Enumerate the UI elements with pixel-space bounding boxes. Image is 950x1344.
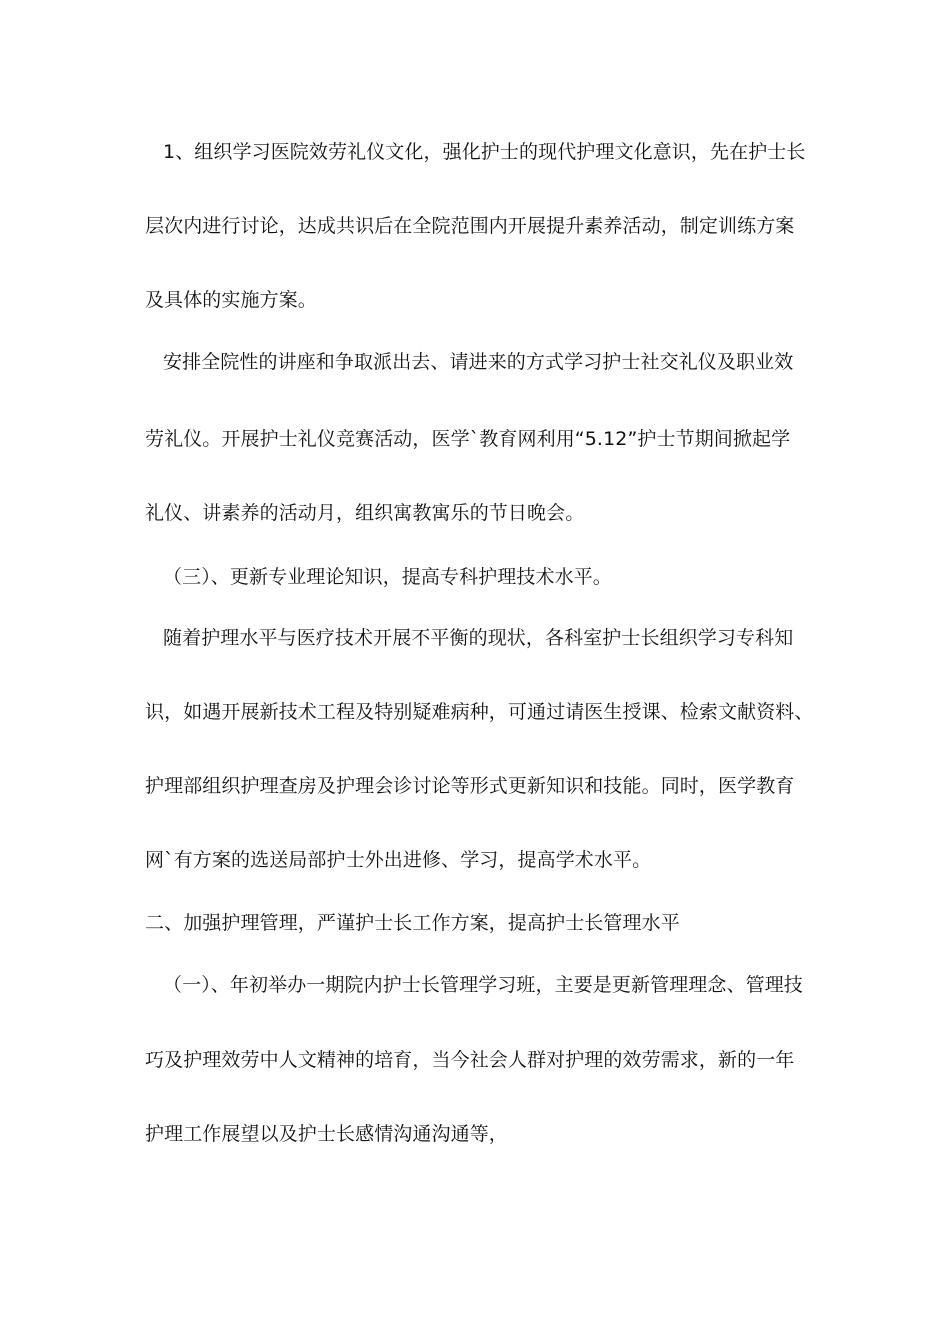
section-heading-3: （三）、更新专业理论知识，提高专科护理技术水平。: [163, 566, 612, 588]
paragraph-4-line-3: 护理工作展望以及护士长感情沟通沟通等，: [145, 1123, 508, 1145]
section-heading-2: 二、加强护理管理，严谨护士长工作方案，提高护士长管理水平: [145, 912, 680, 934]
paragraph-3-line-4: 网`有方案的选送局部护士外出进修、学习，提高学术水平。: [145, 849, 652, 871]
paragraph-4-line-2: 巧及护理效劳中人文精神的培育，当今社会人群对护理的效劳需求，新的一年: [145, 1049, 795, 1071]
paragraph-1-line-1: 1、组织学习医院效劳礼仪文化，强化护士的现代护理文化意识，先在护士长: [163, 141, 806, 163]
paragraph-1-line-3: 及具体的实施方案。: [145, 289, 317, 311]
paragraph-1-line-2: 层次内进行讨论，达成共识后在全院范围内开展提升素养活动，制定训练方案: [145, 215, 795, 237]
paragraph-3-line-1: 随着护理水平与医疗技术开展不平衡的现状，各科室护士长组织学习专科知: [163, 627, 794, 649]
paragraph-2-line-3: 礼仪、讲素养的活动月，组织寓教寓乐的节日晚会。: [145, 502, 585, 524]
paragraph-3-line-3: 护理部组织护理查房及护理会诊讨论等形式更新知识和技能。同时，医学教育: [145, 775, 795, 797]
paragraph-4-line-1: （一）、年初举办一期院内护士长管理学习班，主要是更新管理理念、管理技: [163, 974, 803, 996]
paragraph-3-line-2: 识，如遇开展新技术工程及特别疑难病种，可通过请医生授课、检索文献资料、: [145, 701, 814, 723]
paragraph-2-line-1: 安排全院性的讲座和争取派出去、请进来的方式学习护士社交礼仪及职业效: [163, 351, 794, 373]
paragraph-2-line-2: 劳礼仪。开展护士礼仪竞赛活动，医学`教育网利用“5.12”护士节期间掀起学: [145, 428, 791, 450]
